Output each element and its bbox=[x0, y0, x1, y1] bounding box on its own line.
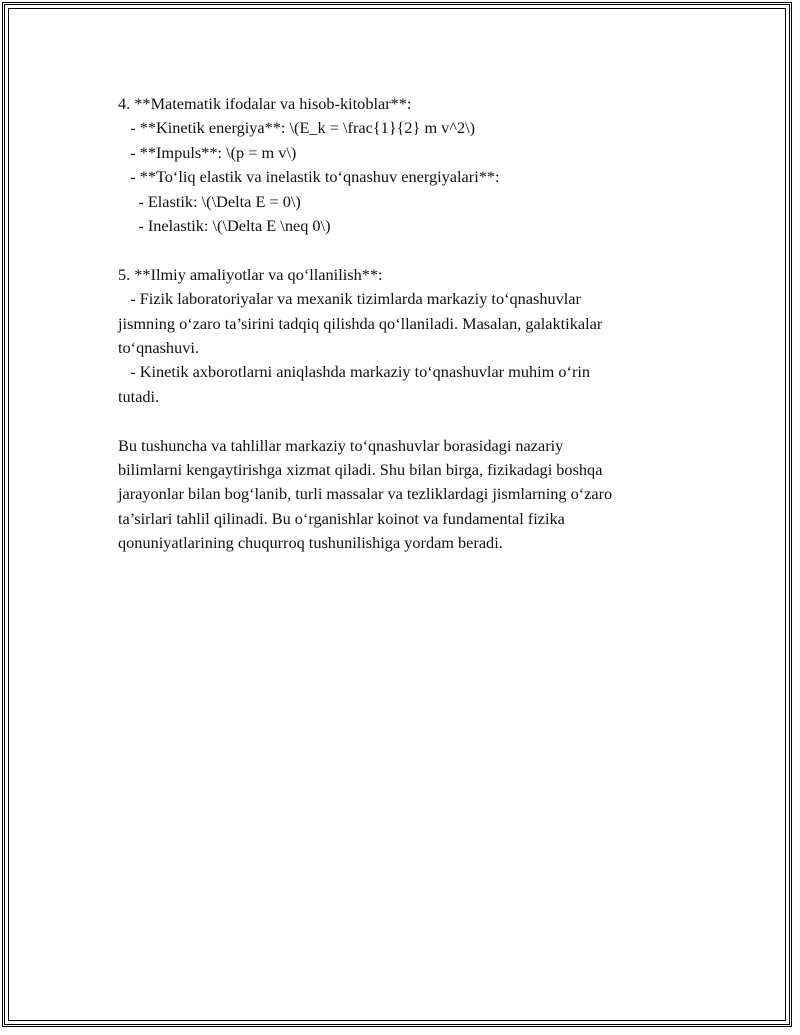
paragraph-gap bbox=[118, 238, 688, 262]
kinetic-info-line-1: - Kinetik axborotlarni aniqlashda markaziy to‘qnashuvlar muhim o‘rin bbox=[118, 362, 591, 382]
collision-energy-item: - **To‘liq elastik va inelastik to‘qnashuv energiyalari**: bbox=[118, 167, 500, 187]
kinetic-energy-item: - **Kinetik energiya**: \(E_k = \frac{1}{2} m v^2\) bbox=[118, 118, 476, 138]
conclusion-line-2: bilimlarni kengaytirishga xizmat qiladi. Shu bilan birga, fizikadagi boshqa bbox=[118, 460, 603, 480]
inelastic-subitem: - Inelastik: \(\Delta E \neq 0\) bbox=[118, 216, 331, 236]
elastic-subitem: - Elastik: \(\Delta E = 0\) bbox=[118, 191, 301, 211]
impulse-item: - **Impuls**: \(p = m v\) bbox=[118, 142, 297, 162]
document-body bbox=[118, 92, 688, 556]
conclusion-line-1: Bu tushuncha va tahlillar markaziy to‘qnashuvlar borasidagi nazariy bbox=[118, 435, 564, 455]
applications-line-2: jismning o‘zaro ta’sirini tadqiq qilishda qo‘llaniladi. Masalan, galaktikalar bbox=[118, 313, 603, 333]
paragraph-gap bbox=[118, 409, 688, 433]
section-5-heading: 5. **Ilmiy amaliyotlar va qo‘llanilish**: bbox=[118, 264, 383, 284]
applications-line-3: to‘qnashuvi. bbox=[118, 338, 199, 358]
conclusion-line-5: qonuniyatlarining chuqurroq tushunilishiga yordam beradi. bbox=[118, 533, 503, 553]
conclusion-line-3: jarayonlar bilan bog‘lanib, turli massalar va tezliklardagi jismlarning o‘zaro bbox=[118, 484, 613, 504]
kinetic-info-line-2: tutadi. bbox=[118, 386, 160, 406]
section-4-heading: 4. **Matematik ifodalar va hisob-kitoblar**: bbox=[118, 94, 412, 113]
conclusion-line-4: ta’sirlari tahlil qilinadi. Bu o‘rganishlar koinot va fundamental fizika bbox=[118, 508, 565, 528]
applications-line-1: - Fizik laboratoriyalar va mexanik tizimlarda markaziy to‘qnashuvlar bbox=[118, 289, 581, 309]
